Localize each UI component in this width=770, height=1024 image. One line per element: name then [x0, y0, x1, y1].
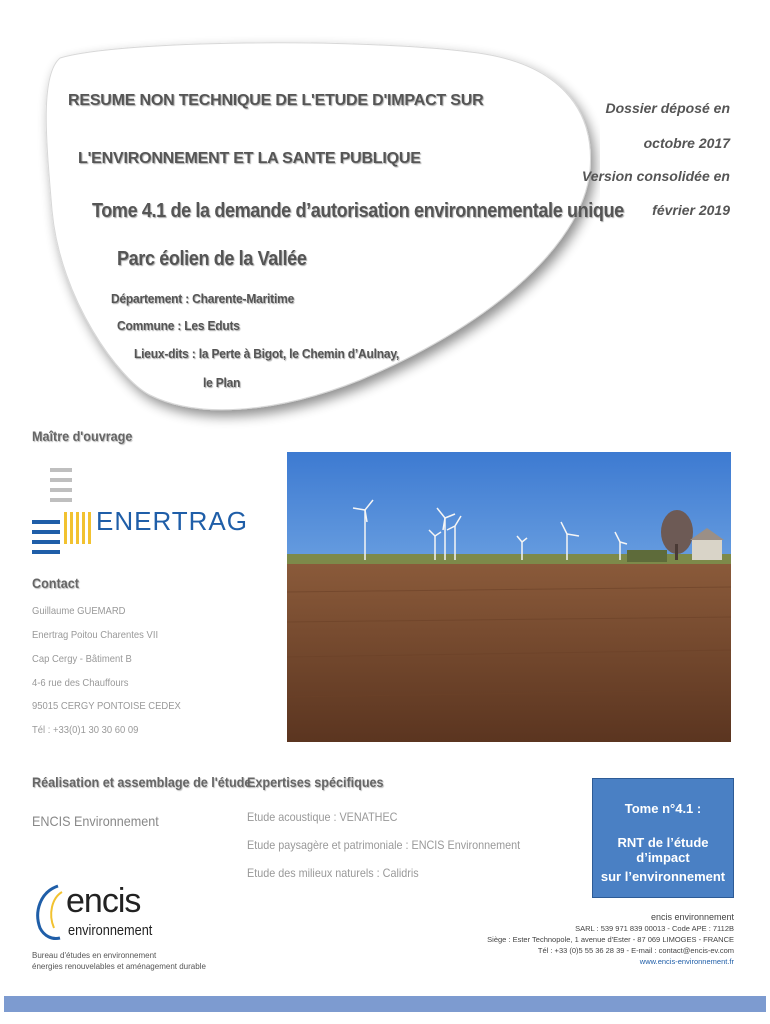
maitre-ouvrage-heading: Maître d'ouvrage — [32, 428, 133, 444]
contact-company: Enertrag Poitou Charentes VII — [32, 629, 159, 641]
dossier-line3: Version consolidée en — [581, 168, 730, 184]
report-title-line1: RESUME NON TECHNIQUE DE L'ETUDE D'IMPACT SUR — [68, 92, 484, 109]
tome-box-line1: Tome n°4.1 : — [624, 801, 702, 816]
tome-subtitle: Tome 4.1 de la demande d’autorisation environnementale unique — [92, 200, 624, 222]
parc-name: Parc éolien de la Vallée — [117, 248, 307, 270]
footer-bar — [4, 996, 766, 1012]
contact-address-line1: Cap Cergy - Bâtiment B — [32, 653, 132, 665]
encis-logo-word: encis — [66, 882, 141, 920]
dossier-line1: Dossier déposé en — [605, 100, 730, 116]
encis-logo-word2: environnement — [68, 922, 153, 939]
expertise-paysagere: Etude paysagère et patrimoniale : ENCIS Environnement — [247, 838, 521, 852]
realisation-company: ENCIS Environnement — [32, 813, 159, 829]
tome-box — [592, 778, 734, 898]
contact-heading: Contact — [32, 575, 79, 591]
dossier-line4: février 2019 — [652, 202, 730, 218]
wind-farm-photo — [287, 452, 731, 742]
realisation-heading: Réalisation et assemblage de l'étude — [32, 774, 252, 790]
encis-tagline2: énergies renouvelables et aménagement durable — [32, 962, 206, 971]
commune: Commune : Les Eduts — [117, 318, 240, 333]
encis-website-link[interactable]: www.encis-environnement.fr — [639, 957, 734, 966]
contact-phone: Tél : +33(0)1 30 30 60 09 — [32, 724, 139, 736]
lieux-dits-line2: le Plan — [203, 375, 241, 390]
encis-logo-mark — [30, 882, 70, 942]
contact-name: Guillaume GUEMARD — [32, 605, 126, 617]
departement: Département : Charente-Maritime — [111, 291, 295, 306]
encis-tagline1: Bureau d'études en environnement — [32, 951, 157, 960]
enertrag-logo-text: ENERTRAG — [96, 506, 248, 536]
tome-box-line2: RNT de l’étude d’impact — [617, 835, 709, 865]
encis-addr-sarl: SARL : 539 971 839 00013 - Code APE : 7112B — [575, 924, 734, 933]
encis-addr-name: encis environnement — [650, 912, 734, 922]
encis-addr-contact: Tél : +33 (0)5 55 36 28 39 - E-mail : contact@encis-ev.com — [537, 946, 734, 955]
contact-address-line3: 95015 CERGY PONTOISE CEDEX — [32, 700, 181, 712]
dossier-line2: octobre 2017 — [643, 135, 730, 151]
lieux-dits-line1: Lieux-dits : la Perte à Bigot, le Chemin d’Aulnay, — [134, 346, 400, 361]
expertise-acoustique: Etude acoustique : VENATHEC — [247, 810, 398, 824]
expertise-milieux: Etude des milieux naturels : Calidris — [247, 866, 419, 880]
expertises-heading: Expertises spécifiques — [247, 774, 384, 790]
tome-box-line3: sur l’environnement — [600, 869, 726, 884]
report-title-line2: L'ENVIRONNEMENT ET LA SANTE PUBLIQUE — [78, 150, 421, 167]
contact-address-line2: 4-6 rue des Chauffours — [32, 677, 129, 689]
encis-addr-siege: Siège : Ester Technopole, 1 avenue d'Ester - 87 069 LIMOGES - FRANCE — [487, 935, 734, 944]
